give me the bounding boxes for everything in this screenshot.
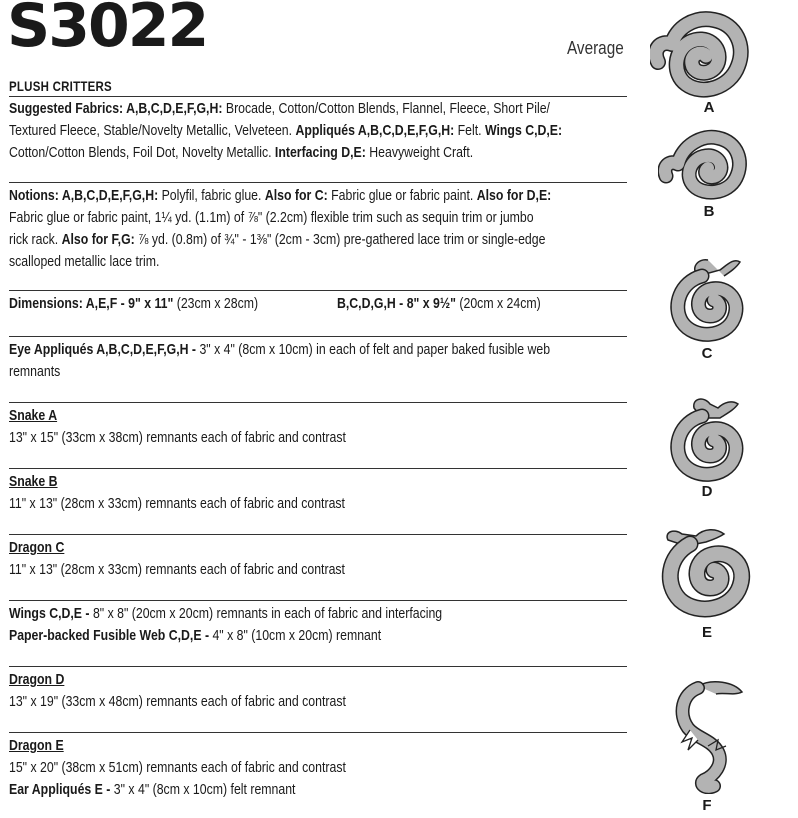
view-letter-f: F	[702, 797, 712, 814]
divider	[9, 290, 627, 291]
view-letter-c: C	[701, 345, 713, 362]
divider	[9, 96, 627, 97]
dimensions: Dimensions: A,E,F - 9" x 11" (23cm x 28cm) B,C,D,G,H - 8" x 9½" (20cm x 24cm)	[9, 295, 541, 312]
view-e-dragon-illustration	[660, 522, 756, 618]
divider	[9, 402, 627, 403]
section-snake-a: Snake A 13" x 15" (33cm x 38cm) remnants each of fabric and contrast	[9, 407, 346, 446]
pattern-title: PLUSH CRITTERS	[9, 78, 112, 94]
suggested-fabrics: Suggested Fabrics: A,B,C,D,E,F,G,H: Brocade, Cotton/Cotton Blends, Flannel, Fleece, Short Pile/ Textured Fleece, Stable/Novelty Metallic, Velveteen. Appliqués A,B,C,D,E,F,G,H: Felt. Wings C,D,E: Cotton/Cotton Blends, Foil Dot, Novelty Metallic. Interfacing D,E: Heavyweight Craft.	[9, 100, 563, 161]
section-dragon-e: Dragon E 15" x 20" (38cm x 51cm) remnants each of fabric and contrast Ear Appliqués E - 3" x 4" (8cm x 10cm) felt remnant	[9, 737, 346, 798]
section-dragon-d: Dragon D 13" x 19" (33cm x 48cm) remnants each of fabric and contrast	[9, 671, 346, 710]
divider	[9, 182, 627, 183]
view-a-snake-illustration	[650, 10, 750, 100]
view-b-snake-illustration	[658, 126, 748, 200]
divider	[9, 732, 627, 733]
view-d-dragon-illustration	[668, 394, 748, 482]
view-f-critter-illustration	[668, 676, 748, 794]
divider	[9, 600, 627, 601]
pattern-number: S3022	[7, 0, 208, 61]
view-letter-e: E	[701, 624, 712, 641]
difficulty-label: Average	[567, 38, 624, 58]
wings: Wings C,D,E - 8" x 8" (20cm x 20cm) remnants in each of fabric and interfacing Paper-backed Fusible Web C,D,E - 4" x 8" (10cm x 20cm) remnant	[9, 605, 443, 644]
notions: Notions: A,B,C,D,E,F,G,H: Polyfil, fabric glue. Also for C: Fabric glue or fabric paint. Also for D,E: Fabric glue or fabric paint, 1¼ yd. (1.1m) of ⅞" (2.2cm) flexible trim such as sequin trim or jumbo rick rack. Also for F,G: ⅞ yd. (0.8m) of ¾" - 1⅜" (2cm - 3cm) pre-gathered lace trim or single-edge scalloped metallic lace trim.	[9, 187, 552, 270]
view-letter-a: A	[703, 99, 715, 116]
eye-appliques: Eye Appliqués A,B,C,D,E,F,G,H - 3" x 4" (8cm x 10cm) in each of felt and paper baked fusible web remnants	[9, 341, 551, 380]
section-dragon-c: Dragon C 11" x 13" (28cm x 33cm) remnants each of fabric and contrast	[9, 539, 345, 578]
section-snake-b: Snake B 11" x 13" (28cm x 33cm) remnants each of fabric and contrast	[9, 473, 345, 512]
divider	[9, 666, 627, 667]
view-letter-d: D	[701, 483, 713, 500]
view-c-dragon-illustration	[668, 254, 748, 342]
divider	[9, 534, 627, 535]
divider	[9, 336, 627, 337]
view-letter-b: B	[703, 203, 715, 220]
divider	[9, 468, 627, 469]
